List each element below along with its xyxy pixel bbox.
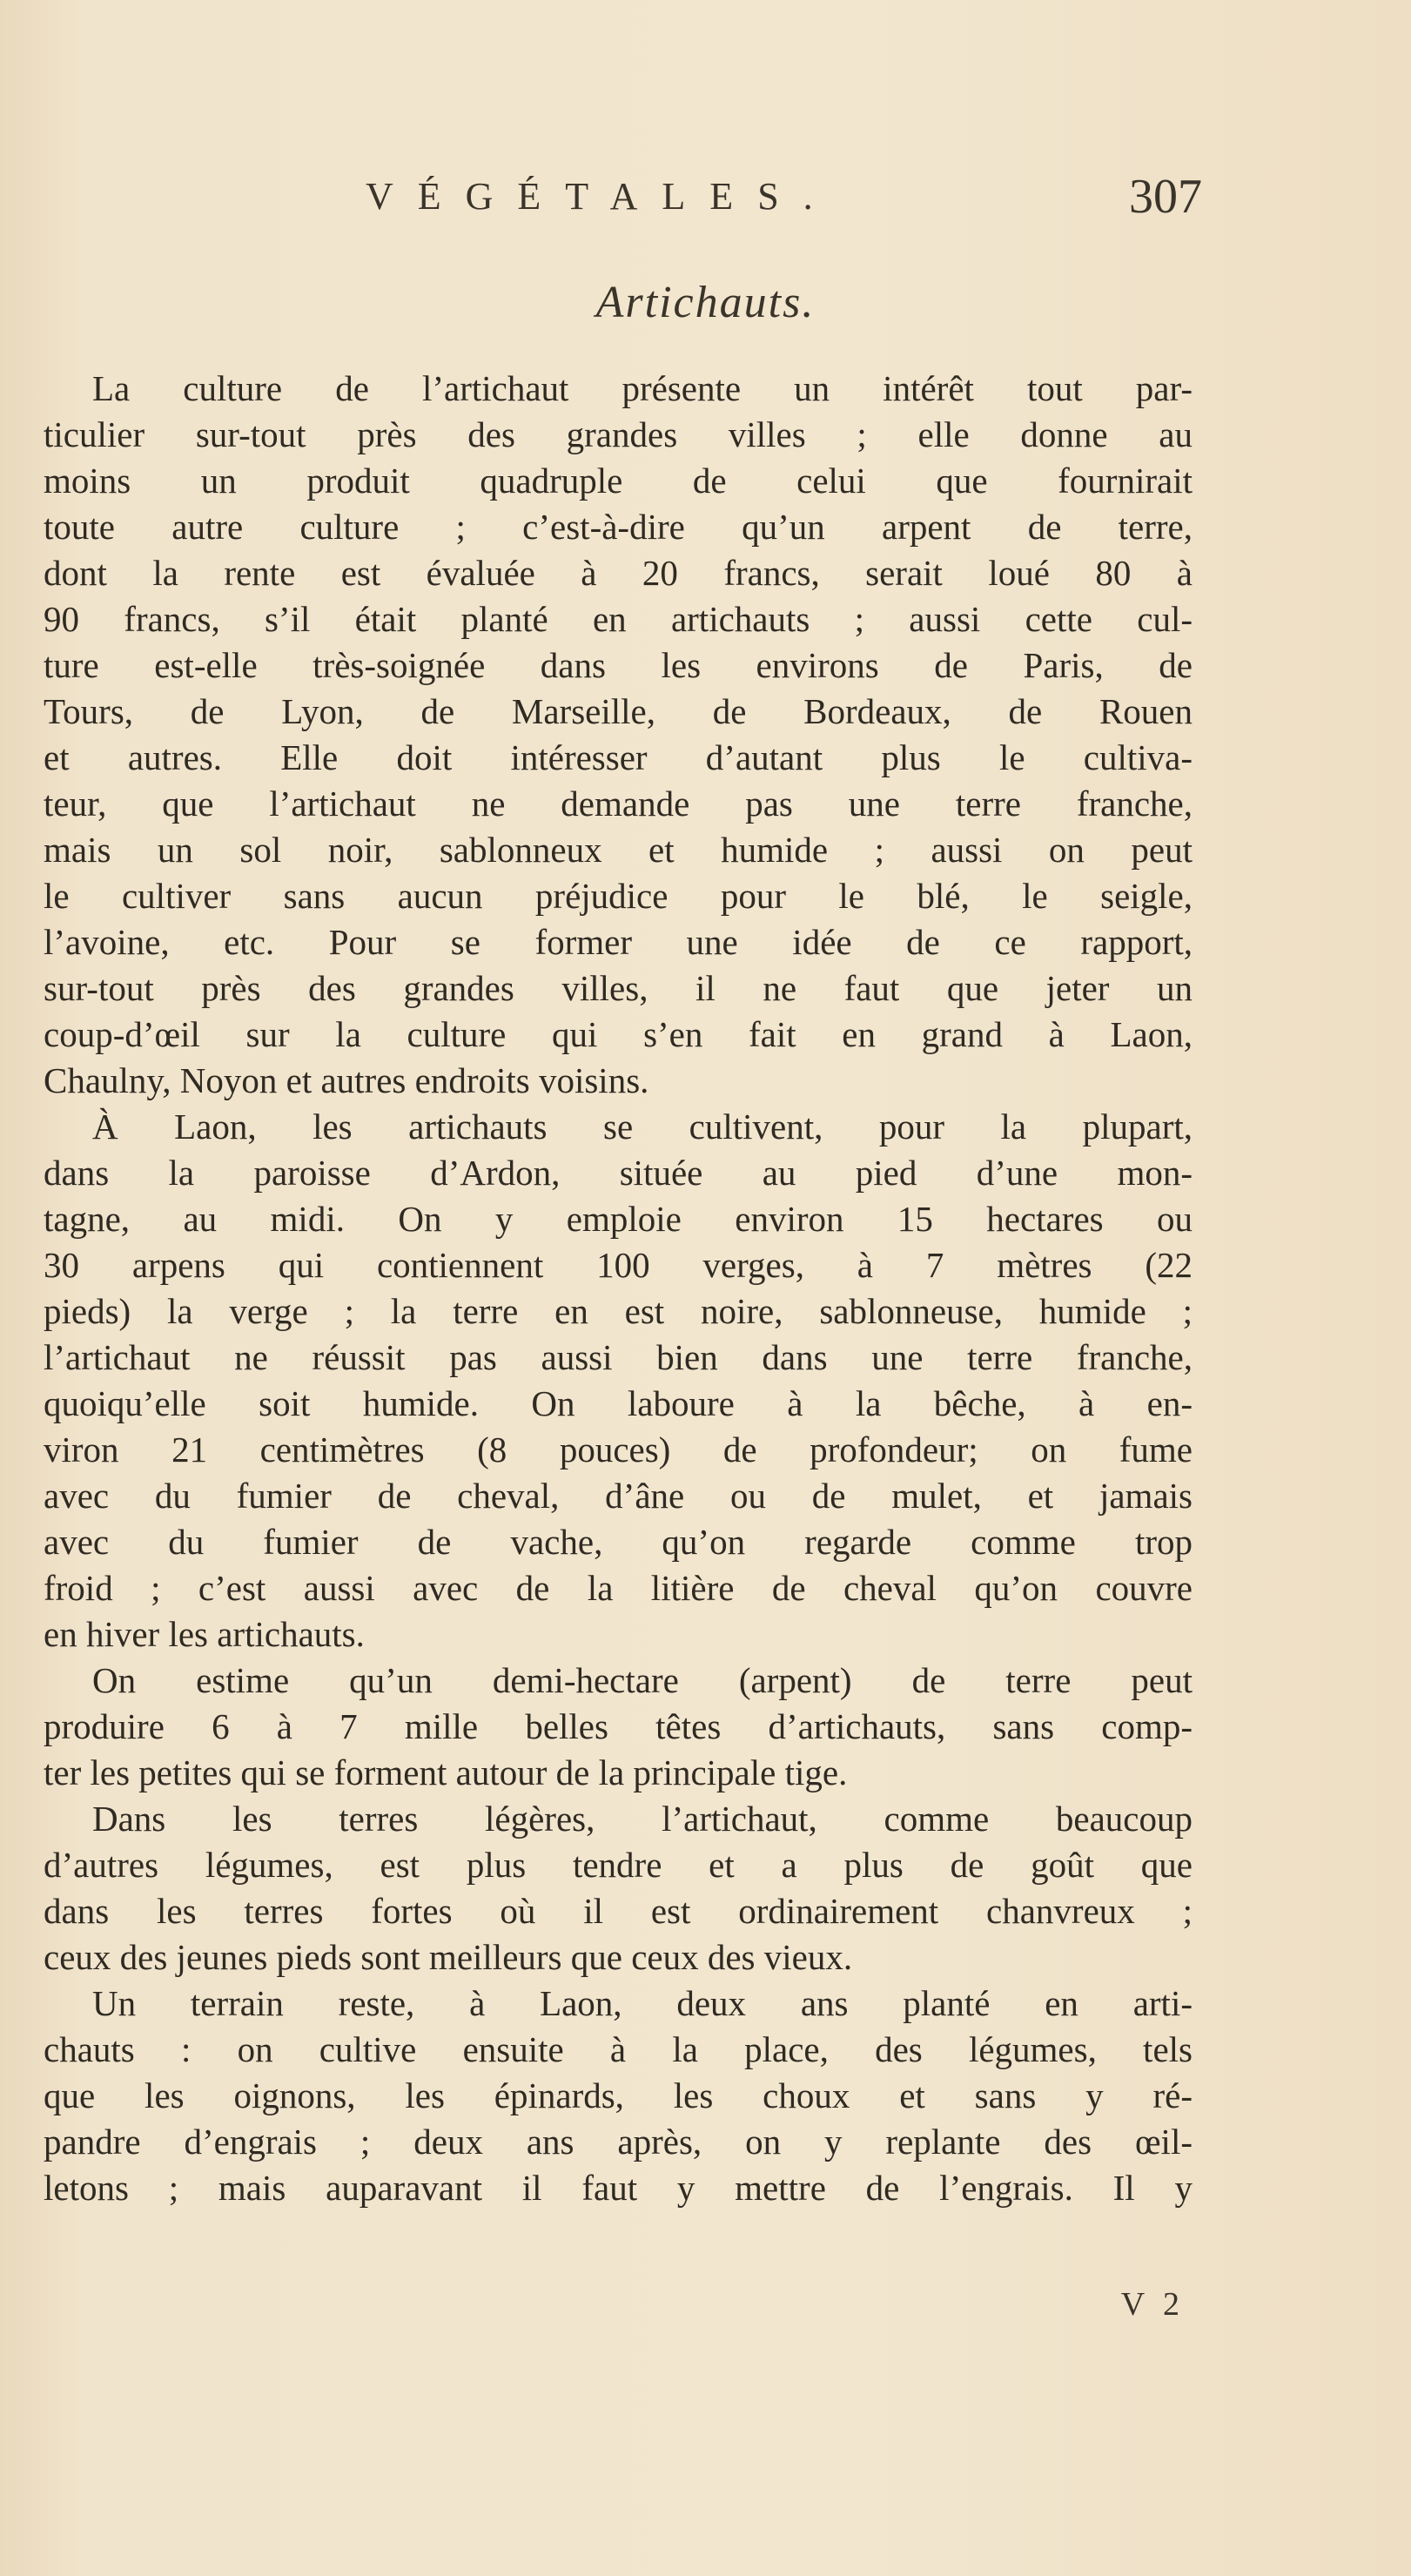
text-line: chauts : on cultive ensuite à la place, des légumes, tels — [44, 2029, 1193, 2069]
text-line: avec du fumier de vache, qu’on regarde comme trop — [44, 1522, 1193, 1562]
text-line: avec du fumier de cheval, d’âne ou de mulet, et jamais — [44, 1476, 1193, 1516]
text-line: ticulier sur-tout près des grandes villes ; elle donne au — [44, 414, 1193, 454]
running-title: VÉGÉTALES. — [366, 175, 837, 218]
text-line: produire 6 à 7 mille belles têtes d’artichauts, sans comp- — [44, 1706, 1193, 1746]
text-line: quoiqu’elle soit humide. On laboure à la bêche, à en- — [44, 1383, 1193, 1423]
text-line: letons ; mais auparavant il faut y mettre de l’engrais. Il y — [44, 2168, 1193, 2208]
text-line: toute autre culture ; c’est-à-dire qu’un arpent de terre, — [44, 507, 1193, 547]
section-title: Artichauts. — [595, 278, 816, 327]
text-line: Dans les terres légères, l’artichaut, comme beaucoup — [92, 1799, 1193, 1839]
text-line: le cultiver sans aucun préjudice pour le blé, le seigle, — [44, 876, 1193, 916]
text-line: teur, que l’artichaut ne demande pas une terre franche, — [44, 784, 1193, 824]
text-line: que les oignons, les épinards, les choux et sans y ré- — [44, 2075, 1193, 2115]
text-line: dont la rente est évaluée à 20 francs, serait loué 80 à — [44, 553, 1193, 593]
text-line: en hiver les artichauts. — [44, 1614, 365, 1654]
text-line: La culture de l’artichaut présente un intérêt tout par- — [92, 368, 1193, 408]
text-line: et autres. Elle doit intéresser d’autant plus le cultiva- — [44, 737, 1193, 777]
text-line: 90 francs, s’il était planté en artichauts ; aussi cette cul- — [44, 599, 1193, 639]
text-line: ceux des jeunes pieds sont meilleurs que ceux des vieux. — [44, 1937, 853, 1977]
body-text — [44, 366, 1193, 2211]
text-line: d’autres légumes, est plus tendre et a plus de goût que — [44, 1845, 1193, 1885]
text-line: viron 21 centimètres (8 pouces) de profondeur; on fume — [44, 1429, 1193, 1470]
text-line: moins un produit quadruple de celui que fournirait — [44, 461, 1193, 501]
page-number: 307 — [1129, 170, 1202, 224]
text-line: dans les terres fortes où il est ordinairement chanvreux ; — [44, 1891, 1193, 1931]
text-line: sur-tout près des grandes villes, il ne faut que jeter un — [44, 968, 1193, 1008]
text-line: l’artichaut ne réussit pas aussi bien dans une terre franche, — [44, 1337, 1193, 1377]
text-line: Un terrain reste, à Laon, deux ans planté en arti- — [92, 1983, 1193, 2023]
text-line: pandre d’engrais ; deux ans après, on y replante des œil- — [44, 2122, 1193, 2162]
text-line: pieds) la verge ; la terre en est noire, sablonneuse, humide ; — [44, 1291, 1193, 1331]
text-line: On estime qu’un demi-hectare (arpent) de terre peut — [92, 1660, 1193, 1700]
text-line: tagne, au midi. On y emploie environ 15 hectares ou — [44, 1199, 1193, 1239]
text-line: ture est-elle très-soignée dans les environs de Paris, de — [44, 645, 1193, 685]
signature-mark: V 2 — [1120, 2286, 1185, 2323]
text-line: À Laon, les artichauts se cultivent, pour la plupart, — [92, 1106, 1193, 1147]
text-line: Tours, de Lyon, de Marseille, de Bordeaux, de Rouen — [44, 691, 1193, 731]
text-line: Chaulny, Noyon et autres endroits voisins. — [44, 1060, 649, 1100]
text-line: ter les petites qui se forment autour de la principale tige. — [44, 1752, 848, 1792]
text-line: coup-d’œil sur la culture qui s’en fait en grand à Laon, — [44, 1014, 1193, 1054]
text-line: dans la paroisse d’Ardon, située au pied d’une mon- — [44, 1153, 1193, 1193]
text-line: l’avoine, etc. Pour se former une idée de ce rapport, — [44, 922, 1193, 962]
text-line: 30 arpens qui contiennent 100 verges, à 7 mètres (22 — [44, 1245, 1193, 1285]
running-head — [0, 170, 1411, 235]
text-line: mais un sol noir, sablonneux et humide ; aussi on peut — [44, 830, 1193, 870]
text-line: froid ; c’est aussi avec de la litière de cheval qu’on couvre — [44, 1568, 1193, 1608]
